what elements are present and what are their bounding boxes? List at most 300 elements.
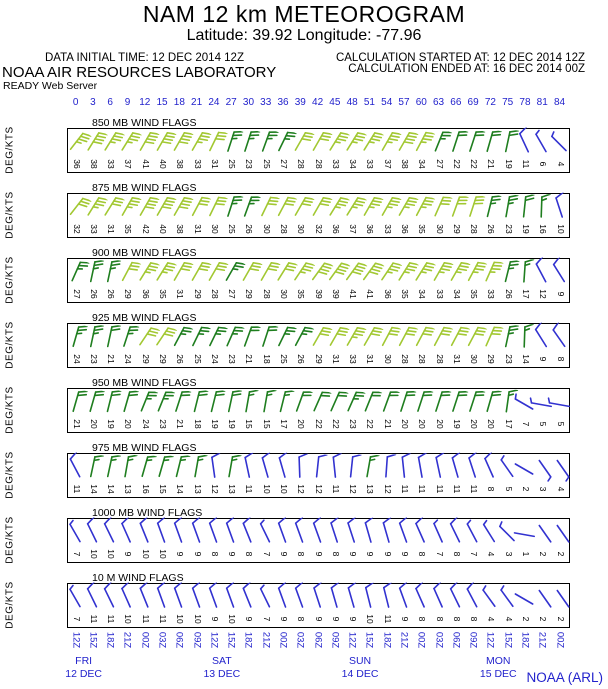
wind-speed-value: 9 — [399, 616, 410, 622]
time-tick: 21Z — [121, 631, 133, 649]
barb-column — [483, 194, 500, 237]
hour-tick-label: 45 — [329, 97, 341, 108]
wind-speed-value: 13 — [123, 484, 134, 494]
wind-speed-value: 26 — [486, 224, 497, 234]
barb-column — [293, 259, 310, 302]
barb-column — [293, 194, 310, 237]
wind-speed-value: 8 — [451, 551, 462, 557]
wind-speed-value: 37 — [382, 159, 393, 169]
time-tick: 09Z — [191, 631, 203, 649]
wind-speed-value: 16 — [140, 484, 151, 494]
hour-tick-label: 51 — [363, 97, 375, 108]
barb-column — [362, 194, 379, 237]
barb-column — [552, 324, 569, 367]
wind-speed-value: 12 — [296, 484, 307, 494]
time-tick: 12Z — [484, 631, 496, 649]
wind-speed-value: 21 — [106, 354, 117, 364]
wind-speed-value: 30 — [434, 224, 445, 234]
barb-column — [414, 389, 431, 432]
wind-speed-value: 20 — [88, 419, 99, 429]
hour-tick-label: 33 — [260, 97, 272, 108]
barb-column — [345, 129, 362, 172]
wind-speed-value: 29 — [158, 354, 169, 364]
barb-column — [448, 324, 465, 367]
barb-column — [517, 584, 534, 627]
wind-speed-value: 40 — [158, 159, 169, 169]
panel-plot-box — [67, 193, 570, 238]
hour-tick-label: 24 — [208, 97, 220, 108]
barb-column — [154, 129, 171, 172]
wind-speed-value: 10 — [88, 549, 99, 559]
wind-barb-icon — [517, 193, 534, 218]
wind-speed-value: 2 — [520, 616, 531, 622]
barb-column — [465, 324, 482, 367]
barb-column — [414, 454, 431, 497]
wind-speed-value: 13 — [192, 484, 203, 494]
wind-speed-value: 34 — [417, 289, 428, 299]
barb-column — [414, 194, 431, 237]
hour-tick-label: 48 — [346, 97, 358, 108]
barb-column — [345, 584, 362, 627]
wind-speed-value: 26 — [88, 289, 99, 299]
wind-speed-value: 18 — [192, 419, 203, 429]
time-tick: 03Z — [294, 631, 306, 649]
hour-tick-label: 39 — [294, 97, 306, 108]
wind-speed-value: 11 — [106, 614, 117, 624]
wind-speed-value: 31 — [106, 224, 117, 234]
barb-column — [293, 389, 310, 432]
barb-column — [517, 454, 534, 497]
barb-column — [137, 259, 154, 302]
day-name-label: SUN — [348, 655, 372, 667]
wind-speed-value: 10 — [192, 614, 203, 624]
time-tick: 00Z — [554, 631, 566, 649]
wind-speed-value: 23 — [503, 354, 514, 364]
calc-started-label: CALCULATION STARTED AT: 12 DEC 2014 12Z — [335, 52, 585, 64]
barb-column — [258, 389, 275, 432]
time-tick: 21Z — [536, 631, 548, 649]
wind-speed-value: 22 — [330, 419, 341, 429]
panel-y-axis-label: DEG/KTS — [4, 516, 16, 564]
barb-column — [275, 194, 292, 237]
wind-speed-value: 20 — [296, 419, 307, 429]
wind-speed-value: 2 — [555, 616, 566, 622]
barb-column — [362, 389, 379, 432]
panel-y-axis-label: DEG/KTS — [4, 451, 16, 499]
wind-barb-icon — [310, 453, 327, 478]
wind-speed-value: 7 — [520, 421, 531, 427]
time-tick: 03Z — [433, 631, 445, 649]
wind-speed-value: 20 — [123, 419, 134, 429]
wind-speed-value: 1 — [520, 551, 531, 557]
wind-speed-value: 9 — [313, 551, 324, 557]
wind-barb-icon — [361, 453, 380, 479]
barb-column — [189, 259, 206, 302]
wind-speed-value: 31 — [451, 354, 462, 364]
wind-speed-value: 33 — [88, 224, 99, 234]
wind-speed-value: 14 — [106, 484, 117, 494]
wind-speed-value: 17 — [503, 419, 514, 429]
barb-column — [362, 259, 379, 302]
barb-column — [224, 194, 241, 237]
hour-tick-label: 21 — [191, 97, 203, 108]
wind-speed-value: 13 — [365, 484, 376, 494]
wind-speed-value: 10 — [261, 484, 272, 494]
time-tick: 15Z — [87, 631, 99, 649]
hour-tick-label: 12 — [139, 97, 151, 108]
time-tick: 15Z — [363, 631, 375, 649]
time-tick: 12Z — [70, 631, 82, 649]
barb-column — [500, 259, 517, 302]
barb-column — [293, 584, 310, 627]
wind-speed-value: 23 — [348, 419, 359, 429]
wind-speed-value: 30 — [261, 224, 272, 234]
wind-panel — [0, 117, 608, 182]
wind-speed-value: 31 — [365, 354, 376, 364]
wind-speed-value: 10 — [365, 614, 376, 624]
barb-column — [68, 259, 85, 302]
barb-column — [431, 454, 448, 497]
wind-speed-value: 26 — [244, 224, 255, 234]
barb-column — [189, 324, 206, 367]
hour-tick-label: 9 — [124, 97, 131, 108]
wind-panel — [0, 247, 608, 312]
wind-speed-value: 36 — [140, 289, 151, 299]
barb-column — [345, 259, 362, 302]
wind-speed-value: 10 — [175, 614, 186, 624]
wind-speed-value: 39 — [313, 289, 324, 299]
wind-speed-value: 33 — [106, 159, 117, 169]
barb-column — [379, 454, 396, 497]
wind-speed-value: 12 — [348, 484, 359, 494]
time-tick: 12Z — [208, 631, 220, 649]
barb-column — [310, 584, 327, 627]
barb-column — [189, 129, 206, 172]
barb-column — [172, 129, 189, 172]
barb-column — [275, 324, 292, 367]
barb-column — [275, 259, 292, 302]
barb-column — [206, 454, 223, 497]
wind-speed-value: 4 — [486, 551, 497, 557]
wind-speed-value: 27 — [71, 289, 82, 299]
barb-column — [414, 129, 431, 172]
wind-speed-value: 7 — [261, 551, 272, 557]
wind-barb-icon — [327, 453, 344, 478]
barb-column — [137, 454, 154, 497]
wind-speed-value: 8 — [209, 551, 220, 557]
barb-column — [258, 454, 275, 497]
wind-speed-value: 36 — [382, 289, 393, 299]
wind-speed-value: 11 — [88, 614, 99, 624]
barb-column — [483, 324, 500, 367]
wind-speed-value: 30 — [469, 354, 480, 364]
barb-column — [345, 454, 362, 497]
wind-speed-value: 7 — [71, 551, 82, 557]
wind-speed-value: 12 — [538, 289, 549, 299]
time-tick: 12Z — [346, 631, 358, 649]
wind-speed-value: 8 — [451, 616, 462, 622]
barb-column — [362, 519, 379, 562]
time-tick: 21Z — [260, 631, 272, 649]
wind-speed-value: 14 — [175, 484, 186, 494]
wind-speed-value: 11 — [244, 484, 255, 494]
barb-column — [535, 584, 552, 627]
wind-barb-icon — [345, 453, 362, 478]
wind-speed-value: 3 — [538, 486, 549, 492]
day-name-label: FRI — [75, 655, 93, 667]
wind-speed-value: 6 — [538, 161, 549, 167]
time-tick: 09Z — [329, 631, 341, 649]
wind-speed-value: 38 — [88, 159, 99, 169]
barb-column — [258, 259, 275, 302]
panel-title: 950 MB WIND FLAGS — [92, 377, 197, 389]
wind-speed-value: 33 — [486, 289, 497, 299]
noaa-arl-credit: NOAA (ARL) — [526, 670, 603, 685]
wind-barb-icon — [500, 193, 519, 219]
barb-column — [172, 194, 189, 237]
forecast-hour-axis — [67, 97, 568, 108]
wind-speed-value: 24 — [140, 419, 151, 429]
time-axis — [67, 628, 568, 654]
wind-barb-icon — [396, 453, 413, 478]
wind-speed-value: 30 — [382, 354, 393, 364]
wind-speed-value: 26 — [175, 354, 186, 364]
panel-y-axis-label: DEG/KTS — [4, 321, 16, 369]
time-tick: 00Z — [277, 631, 289, 649]
barb-column — [224, 129, 241, 172]
wind-barb-icon — [380, 454, 397, 479]
wind-speed-value: 9 — [348, 616, 359, 622]
wind-panel — [0, 507, 608, 572]
barb-column — [396, 454, 413, 497]
panel-title: 850 MB WIND FLAGS — [92, 117, 197, 129]
wind-speed-value: 9 — [365, 551, 376, 557]
barb-column — [275, 389, 292, 432]
wind-speed-value: 11 — [330, 484, 341, 494]
wind-speed-value: 29 — [140, 354, 151, 364]
barb-column — [224, 259, 241, 302]
barb-column — [85, 194, 102, 237]
wind-speed-value: 28 — [296, 159, 307, 169]
barb-column — [483, 259, 500, 302]
wind-speed-value: 26 — [106, 289, 117, 299]
wind-speed-value: 20 — [434, 419, 445, 429]
panel-plot-box — [67, 258, 570, 303]
wind-speed-value: 21 — [486, 159, 497, 169]
barb-column — [431, 324, 448, 367]
wind-speed-value: 11 — [451, 484, 462, 494]
organization-label: NOAA AIR RESOURCES LABORATORY — [2, 64, 277, 81]
time-tick: 06Z — [173, 631, 185, 649]
time-tick: 18Z — [381, 631, 393, 649]
barb-column — [310, 389, 327, 432]
wind-speed-value: 11 — [417, 484, 428, 494]
wind-speed-value: 9 — [348, 551, 359, 557]
time-tick: 00Z — [139, 631, 151, 649]
wind-speed-value: 21 — [382, 419, 393, 429]
wind-speed-value: 2 — [538, 616, 549, 622]
hour-tick-label: 0 — [72, 97, 79, 108]
wind-speed-value: 7 — [261, 616, 272, 622]
wind-speed-value: 21 — [71, 419, 82, 429]
barb-column — [206, 194, 223, 237]
wind-speed-value: 35 — [399, 289, 410, 299]
barb-column — [448, 259, 465, 302]
barb-column — [535, 194, 552, 237]
time-tick: 21Z — [398, 631, 410, 649]
hour-tick-label: 81 — [536, 97, 548, 108]
wind-speed-value: 9 — [382, 551, 393, 557]
time-tick: 18Z — [519, 631, 531, 649]
wind-speed-value: 8 — [555, 356, 566, 362]
barb-column — [172, 259, 189, 302]
barb-column — [310, 259, 327, 302]
barb-column — [189, 389, 206, 432]
wind-speed-value: 3 — [503, 551, 514, 557]
wind-speed-value: 20 — [469, 419, 480, 429]
wind-speed-value: 10 — [123, 614, 134, 624]
day-name-label: SAT — [212, 655, 232, 667]
barb-column — [120, 389, 137, 432]
wind-speed-value: 11 — [434, 484, 445, 494]
wind-barb-icon — [549, 456, 575, 484]
barb-column — [552, 194, 569, 237]
hour-tick-label: 72 — [484, 97, 496, 108]
wind-speed-value: 19 — [520, 224, 531, 234]
location-subtitle: Latitude: 39.92 Longitude: -77.96 — [186, 27, 422, 44]
barb-column — [327, 389, 344, 432]
barb-column — [275, 454, 292, 497]
wind-speed-value: 27 — [434, 159, 445, 169]
panel-y-axis-label: DEG/KTS — [4, 386, 16, 434]
wind-speed-value: 10 — [227, 614, 238, 624]
panel-title: 925 MB WIND FLAGS — [92, 312, 197, 324]
barb-column — [206, 389, 223, 432]
wind-speed-value: 19 — [227, 419, 238, 429]
panel-y-axis-label: DEG/KTS — [4, 126, 16, 174]
time-tick: 09Z — [467, 631, 479, 649]
hour-tick-label: 36 — [277, 97, 289, 108]
barb-column — [293, 324, 310, 367]
wind-speed-value: 9 — [313, 616, 324, 622]
wind-speed-value: 9 — [244, 616, 255, 622]
time-tick: 06Z — [312, 631, 324, 649]
hour-tick-label: 84 — [553, 97, 566, 108]
barb-column — [120, 194, 137, 237]
barb-column — [362, 324, 379, 367]
wind-speed-value: 9 — [330, 616, 341, 622]
barb-column — [241, 259, 258, 302]
barb-column — [137, 194, 154, 237]
panel-y-axis-label: DEG/KTS — [4, 256, 16, 304]
wind-speed-value: 29 — [192, 289, 203, 299]
wind-speed-value: 25 — [279, 354, 290, 364]
barb-column — [206, 259, 223, 302]
wind-speed-value: 24 — [209, 354, 220, 364]
barb-column — [137, 389, 154, 432]
wind-speed-value: 20 — [486, 419, 497, 429]
barb-column — [379, 324, 396, 367]
wind-speed-value: 30 — [296, 224, 307, 234]
wind-speed-value: 35 — [158, 289, 169, 299]
calc-ended-label: CALCULATION ENDED AT: 16 DEC 2014 00Z — [348, 63, 585, 75]
wind-speed-value: 8 — [417, 551, 428, 557]
barb-column — [154, 324, 171, 367]
wind-speed-value: 19 — [209, 419, 220, 429]
barb-column — [224, 389, 241, 432]
barb-column — [85, 324, 102, 367]
hour-tick-label: 60 — [415, 97, 427, 108]
barb-column — [552, 259, 569, 302]
wind-speed-value: 8 — [469, 616, 480, 622]
barb-column — [275, 129, 292, 172]
barb-column — [154, 389, 171, 432]
barb-column — [517, 519, 534, 562]
wind-speed-value: 25 — [227, 159, 238, 169]
wind-speed-value: 31 — [330, 354, 341, 364]
wind-speed-value: 28 — [434, 354, 445, 364]
barb-column — [103, 194, 120, 237]
barb-column — [362, 584, 379, 627]
barb-column — [414, 324, 431, 367]
barb-column — [345, 389, 362, 432]
wind-speed-value: 5 — [503, 486, 514, 492]
panel-title: 900 MB WIND FLAGS — [92, 247, 197, 259]
wind-speed-value: 38 — [175, 224, 186, 234]
wind-speed-value: 22 — [365, 419, 376, 429]
wind-speed-value: 30 — [209, 224, 220, 234]
wind-speed-value: 4 — [555, 486, 566, 492]
barb-column — [379, 194, 396, 237]
wind-speed-value: 23 — [503, 224, 514, 234]
wind-speed-value: 39 — [330, 289, 341, 299]
wind-speed-value: 37 — [123, 159, 134, 169]
wind-speed-value: 27 — [279, 159, 290, 169]
wind-speed-value: 11 — [469, 484, 480, 494]
wind-speed-value: 41 — [365, 289, 376, 299]
wind-speed-value: 5 — [555, 421, 566, 427]
wind-panel — [0, 312, 608, 377]
wind-speed-value: 11 — [158, 614, 169, 624]
hour-tick-label: 66 — [450, 97, 462, 108]
barb-column — [552, 389, 569, 432]
wind-speed-value: 31 — [192, 224, 203, 234]
barb-column — [224, 454, 241, 497]
barb-column — [241, 324, 258, 367]
wind-speed-value: 8 — [296, 551, 307, 557]
wind-speed-value: 4 — [555, 161, 566, 167]
barb-column — [68, 389, 85, 432]
barb-column — [293, 454, 310, 497]
barb-column — [172, 454, 189, 497]
barb-column — [379, 259, 396, 302]
wind-speed-value: 28 — [261, 289, 272, 299]
data-initial-time: DATA INITIAL TIME: 12 DEC 2014 12Z — [45, 52, 244, 64]
barb-column — [154, 454, 171, 497]
barb-column — [172, 389, 189, 432]
wind-speed-value: 9 — [399, 551, 410, 557]
wind-speed-value: 19 — [451, 419, 462, 429]
wind-barb-icon — [499, 323, 519, 350]
barb-column — [448, 129, 465, 172]
barb-column — [396, 129, 413, 172]
wind-speed-value: 38 — [399, 159, 410, 169]
wind-speed-value: 37 — [348, 224, 359, 234]
panel-plot-box — [67, 453, 570, 498]
wind-speed-value: 20 — [399, 419, 410, 429]
wind-barb-icon — [205, 453, 223, 479]
wind-speed-value: 19 — [503, 159, 514, 169]
